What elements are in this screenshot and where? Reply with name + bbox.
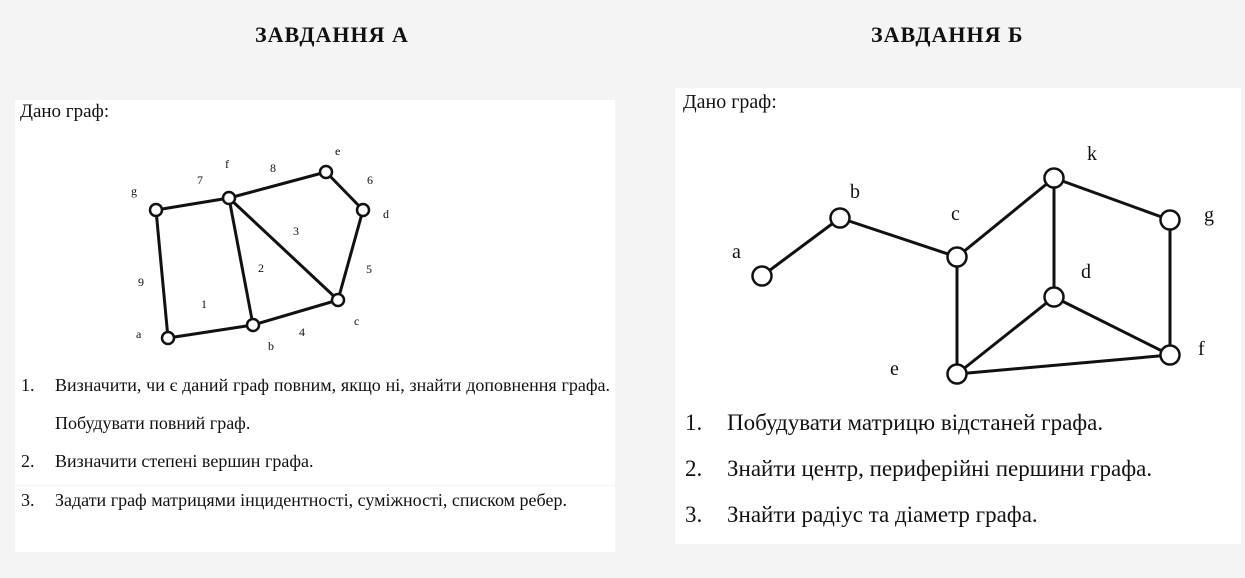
graph-b-edge-d-e (957, 297, 1054, 374)
task-b-graph (675, 88, 1241, 398)
graph-b-label-g: g (1204, 204, 1214, 226)
task-b-item-1-text: Побудувати матрицю відстаней графа. (727, 410, 1104, 435)
graph-b-label-c: c (951, 203, 960, 225)
graph-a-edge-e-d (326, 172, 363, 210)
graph-b-edge-b-c (840, 218, 957, 257)
task-a-list (15, 366, 610, 480)
list-item (15, 442, 610, 480)
graph-b-edge-a-b (762, 218, 840, 276)
task-b-intro: Дано граф: (683, 91, 777, 113)
graph-a-vertex-f (223, 192, 235, 204)
graph-b-vertex-a (753, 267, 772, 286)
graph-b-vertex-g (1161, 211, 1180, 230)
graph-b-vertex-c (948, 248, 967, 267)
graph-a-label-e: e (335, 144, 341, 158)
graph-a-weight-b-c: 4 (299, 325, 305, 339)
graph-b-vertex-f (1161, 346, 1180, 365)
task-a-item-3-number: 3. (21, 490, 35, 510)
graph-a-vertex-g (150, 204, 162, 216)
graph-a-vertex-a (162, 332, 174, 344)
list-item (15, 481, 610, 519)
task-a-item-2-number: 2. (21, 451, 35, 471)
graph-b-edge-k-g (1054, 178, 1170, 220)
graph-b-edge-c-k (957, 178, 1054, 257)
task-a-graph (15, 100, 615, 365)
graph-b-vertex-e (948, 365, 967, 384)
graph-b-label-d: d (1081, 261, 1091, 283)
task-a-item-1-text: Визначити, чи є даний граф повним, якщо ні, знайти доповнення графа. Побудувати повний граф. (55, 375, 610, 433)
graph-a-weight-e-d: 6 (367, 173, 373, 187)
graph-a-label-f: f (225, 157, 229, 171)
task-b-item-1-number: 1. (685, 410, 703, 435)
graph-b-label-k: k (1087, 143, 1097, 165)
task-a-panel-continued (15, 486, 615, 552)
graph-b-vertex-b (831, 209, 850, 228)
graph-b-label-f: f (1198, 338, 1205, 360)
graph-a-weight-a-b: 1 (201, 297, 207, 311)
task-a-item-2-text: Визначити степені вершин графа. (55, 451, 314, 471)
graph-b-label-b: b (850, 181, 860, 203)
graph-a-weight-f-e: 8 (270, 161, 276, 175)
task-b-heading: ЗАВДАННЯ Б (871, 22, 1024, 47)
task-b-item-3-text: Знайти радіус та діаметр графа. (727, 502, 1038, 527)
task-a-heading: ЗАВДАННЯ А (255, 22, 409, 47)
graph-b-vertex-k (1045, 169, 1064, 188)
list-item (15, 366, 610, 442)
task-a-intro: Дано граф: (20, 101, 110, 122)
graph-a-edge-a-b (168, 325, 253, 338)
task-b-item-3-number: 3. (685, 502, 703, 527)
task-a-item-3-text: Задати граф матрицями інцидентності, суміжності, списком ребер. (55, 490, 567, 510)
graph-a-vertex-e (320, 166, 332, 178)
graph-a-label-d: d (383, 207, 389, 221)
graph-b-edge-e-f (957, 355, 1170, 374)
graph-a-edge-g-a (156, 210, 168, 338)
graph-a-label-c: c (354, 314, 360, 328)
task-b-item-2-number: 2. (685, 456, 703, 481)
graph-a-edge-g-f (156, 198, 229, 210)
graph-a-edge-f-e (229, 172, 326, 198)
task-a-item-1-number: 1. (21, 375, 35, 395)
graph-b-vertex-d (1045, 288, 1064, 307)
graph-a-weight-f-b: 2 (258, 261, 264, 275)
graph-a-weight-d-c: 5 (366, 262, 372, 276)
graph-a-vertex-b (247, 319, 259, 331)
graph-a-label-g: g (131, 184, 137, 198)
graph-a-edge-d-c (338, 210, 363, 300)
graph-a-label-a: a (136, 327, 142, 341)
graph-a-label-b: b (268, 339, 274, 353)
graph-a-vertex-d (357, 204, 369, 216)
graph-a-weight-f-c: 3 (293, 224, 299, 238)
graph-a-weight-g-a: 9 (138, 275, 144, 289)
task-b-item-2-text: Знайти центр, периферійні першини графа. (727, 456, 1153, 481)
graph-a-vertex-c (332, 294, 344, 306)
task-a-list-continued (15, 481, 610, 519)
graph-b-edge-d-f (1054, 297, 1170, 355)
task-a-panel (15, 100, 615, 485)
graph-b-label-a: a (732, 241, 741, 263)
graph-a-weight-g-f: 7 (197, 173, 203, 187)
graph-a-edge-b-c (253, 300, 338, 325)
task-b-panel (675, 88, 1241, 544)
graph-b-label-e: e (890, 358, 899, 380)
